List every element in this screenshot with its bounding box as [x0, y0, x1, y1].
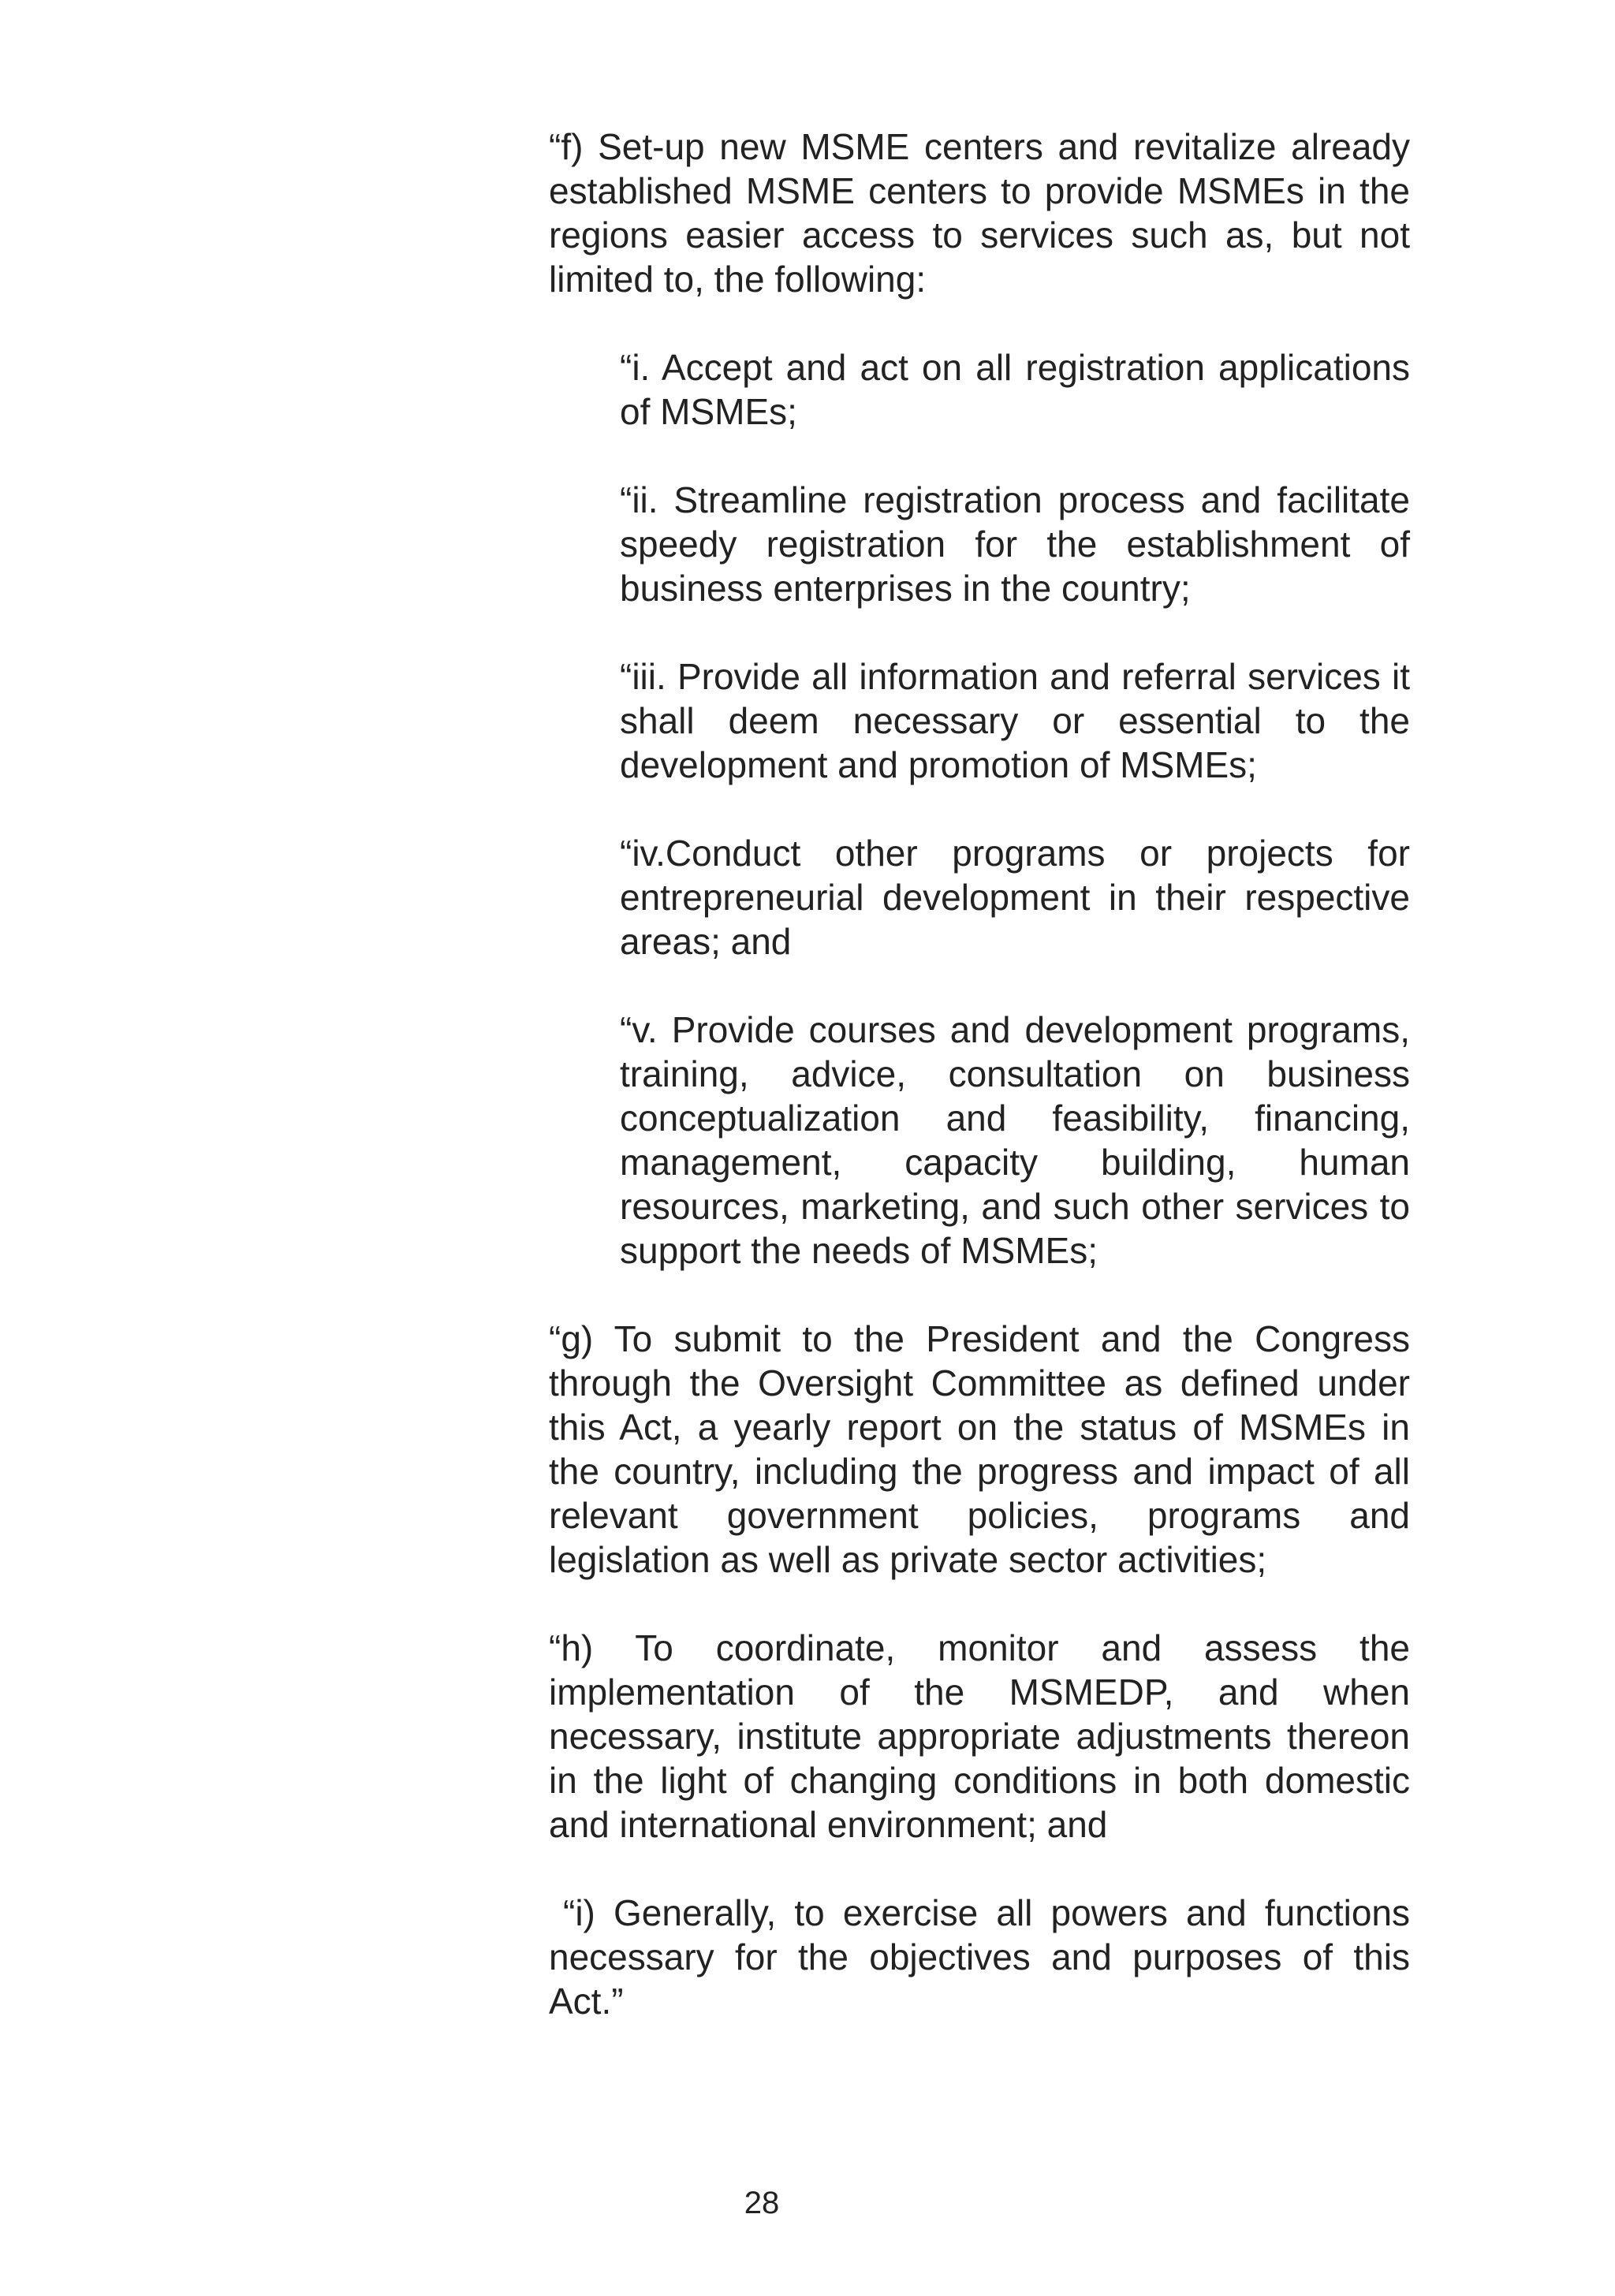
paragraph-item-h: “h) To coordinate, monitor and assess the implementation of the MSMEDP, and when necessary, institute appropriate adjustments thereon in the light of changing conditions in both domestic and international environment; and: [549, 1627, 1410, 1845]
paragraph-item-i: “i) Generally, to exercise all powers and functions necessary for the objectives and purposes of this Act.”: [549, 1892, 1410, 2022]
sub-item-i: “i. Accept and act on all registration applications of MSMEs;: [620, 347, 1410, 432]
sub-item-iii: “iii. Provide all information and referral services it shall deem necessary or essential to the development and promotion of MSMEs;: [620, 656, 1410, 785]
paragraph-item-g: “g) To submit to the President and the Congress through the Oversight Committee as defined under this Act, a yearly report on the status of MSMEs in the country, including the progress and impact of all relevant government policies, programs and legislation as well as private sector activities;: [549, 1318, 1410, 1580]
sub-item-ii: “ii. Streamline registration process and facilitate speedy registration for the establishment of business enterprises in the country;: [620, 479, 1410, 609]
sub-item-iv: “iv.Conduct other programs or projects for entrepreneurial development in their respective areas; and: [620, 833, 1410, 962]
page-number: 28: [744, 2186, 780, 2220]
sub-item-list: [620, 345, 1410, 1273]
sub-item-v: “v. Provide courses and development programs, training, advice, consultation on business conceptualization and feasibility, financing, management, capacity building, human resources, marketing, and such other services to support the needs of MSMEs;: [620, 1009, 1410, 1271]
page-body: [549, 125, 1410, 2023]
paragraph-item-f: “f) Set-up new MSME centers and revitalize already established MSME centers to provide MSMEs in the regions easier access to services such as, but not limited to, the following:: [549, 126, 1410, 300]
